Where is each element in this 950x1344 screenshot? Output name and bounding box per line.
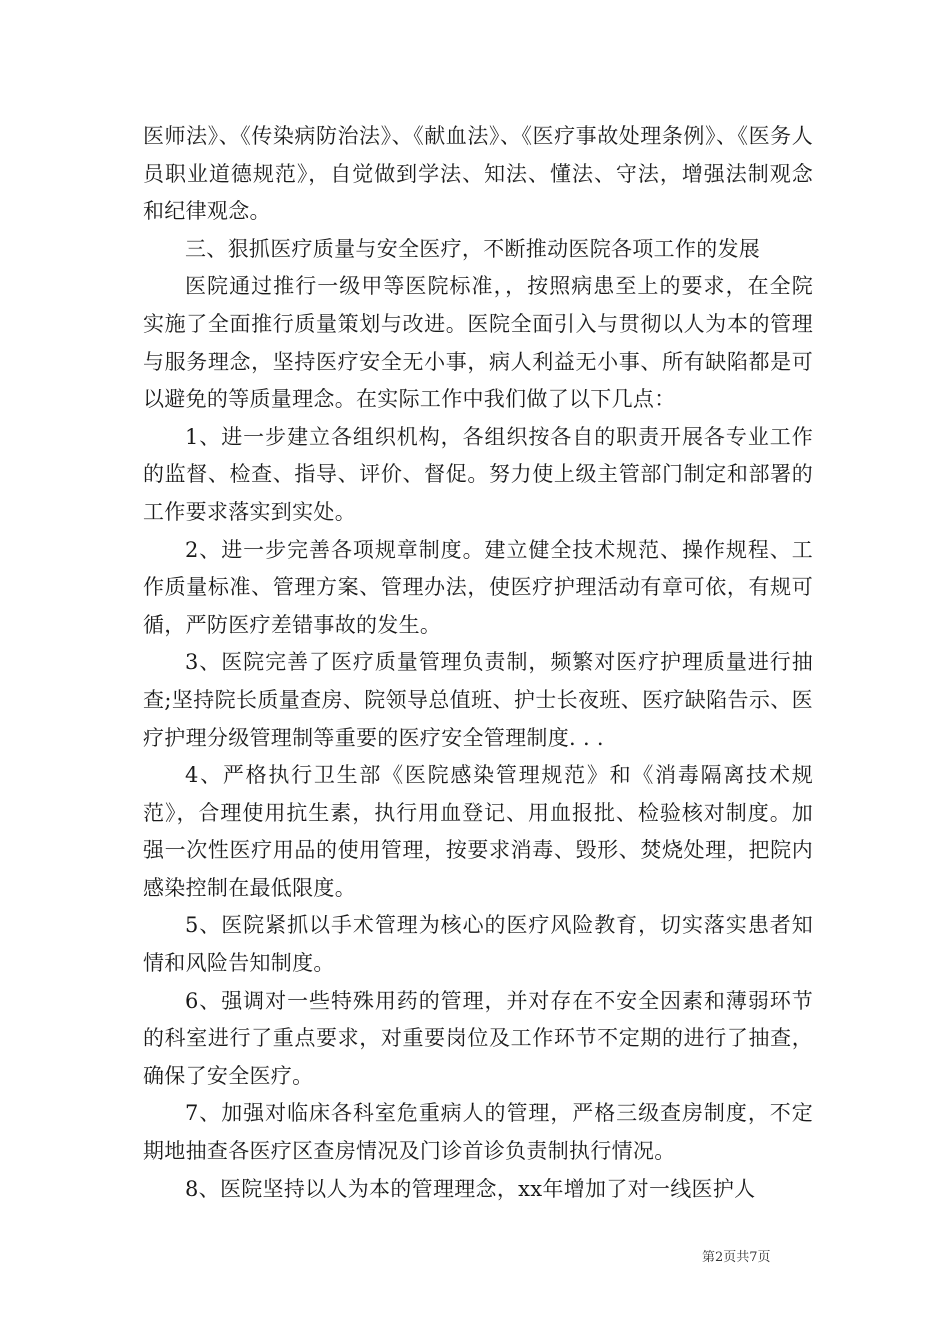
- paragraph: 医师法》、《传染病防治法》、《献血法》、《医疗事故处理条例》、《医务人员职业道德规范》，自觉做到学法、知法、懂法、守法，增强法制观念和纪律观念。: [143, 124, 813, 224]
- page-number: 第2页共7页: [702, 1250, 771, 1265]
- list-item: 1、进一步建立各组织机构，各组织按各自的职责开展各专业工作的监督、检查、指导、评价、督促。努力使上级主管部门制定和部署的工作要求落实到实处。: [143, 424, 813, 524]
- list-item: 6、强调对一些特殊用药的管理，并对存在不安全因素和薄弱环节的科室进行了重点要求，对重要岗位及工作环节不定期的进行了抽查，确保了安全医疗。: [143, 988, 813, 1088]
- list-item: 8、医院坚持以人为本的管理理念，xx年增加了对一线医护人: [185, 1176, 756, 1201]
- document-body: [143, 118, 813, 1208]
- section-heading: 三、狠抓医疗质量与安全医疗，不断推动医院各项工作的发展: [185, 236, 761, 261]
- list-item: 7、加强对临床各科室危重病人的管理，严格三级查房制度，不定期地抽查各医疗区查房情况及门诊首诊负责制执行情况。: [143, 1101, 813, 1164]
- list-item: 3、医院完善了医疗质量管理负责制，频繁对医疗护理质量进行抽查;坚持院长质量查房、院领导总值班、护士长夜班、医疗缺陷告示、医疗护理分级管理制等重要的医疗安全管理制度. . .: [143, 650, 813, 750]
- list-item: 4、严格执行卫生部《医院感染管理规范》和《消毒隔离技术规范》，合理使用抗生素，执行用血登记、用血报批、检验核对制度。加强一次性医疗用品的使用管理，按要求消毒、毁形、焚烧处理，把院内感染控制在最低限度。: [143, 763, 813, 900]
- list-item: 2、进一步完善各项规章制度。建立健全技术规范、操作规程、工作质量标准、管理方案、管理办法，使医疗护理活动有章可依，有规可循，严防医疗差错事故的发生。: [143, 537, 813, 637]
- list-item: 5、医院紧抓以手术管理为核心的医疗风险教育，切实落实患者知情和风险告知制度。: [143, 913, 813, 976]
- paragraph: 医院通过推行一级甲等医院标准，，按照病患至上的要求，在全院实施了全面推行质量策划与改进。医院全面引入与贯彻以人为本的管理与服务理念，坚持医疗安全无小事，病人利益无小事、所有缺陷都是可以避免的等质量理念。在实际工作中我们做了以下几点：: [143, 274, 813, 412]
